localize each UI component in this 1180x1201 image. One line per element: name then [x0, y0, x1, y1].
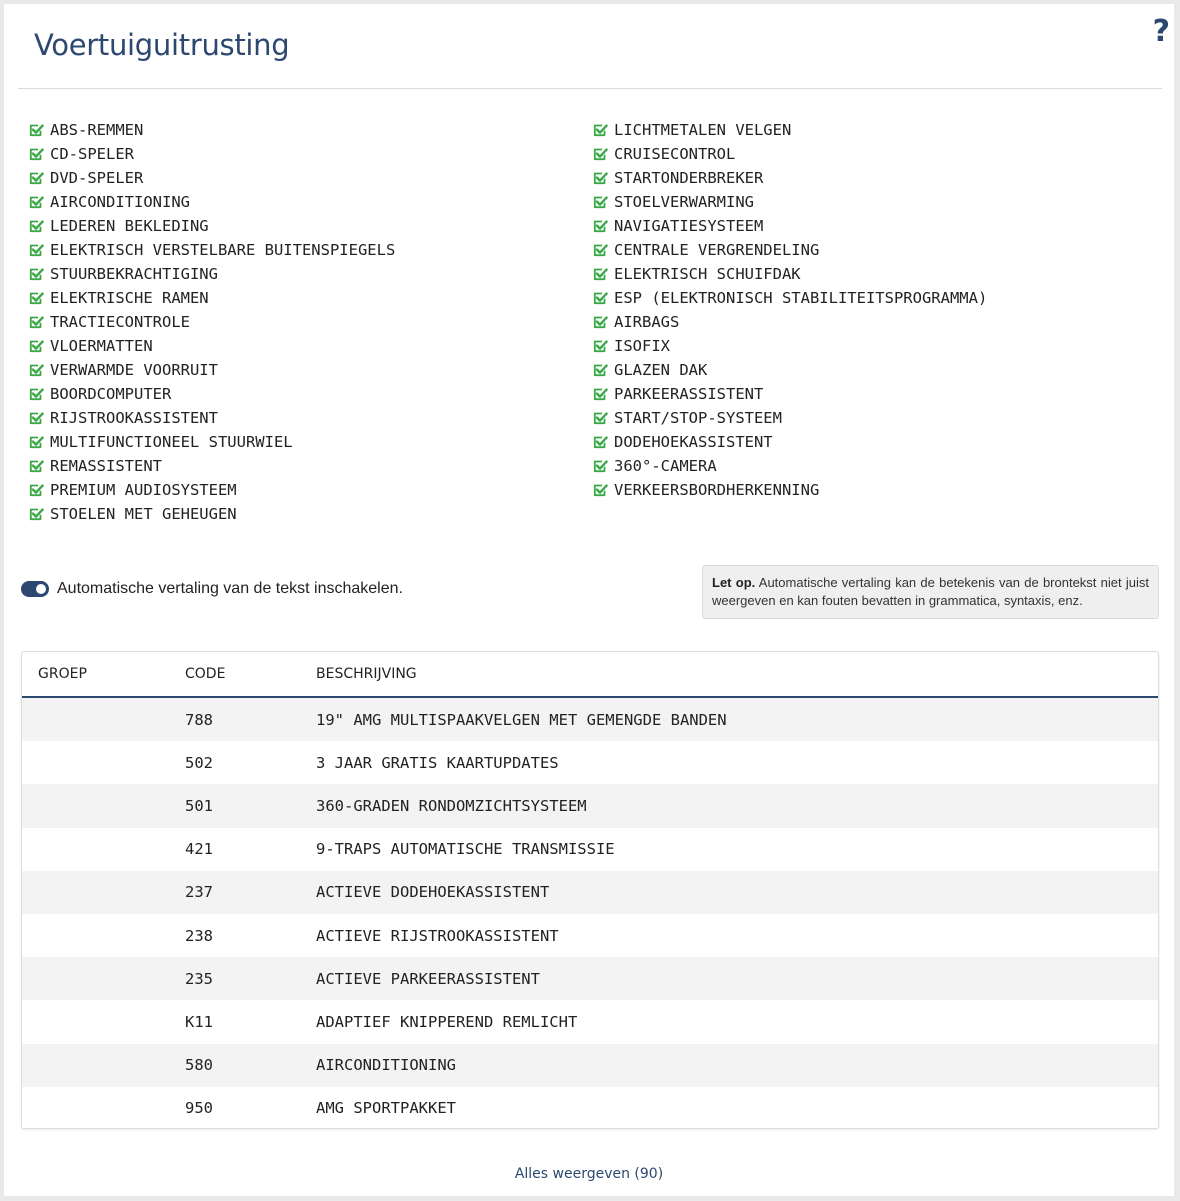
feature-item [592, 358, 1156, 382]
check-square-icon [28, 362, 44, 378]
feature-item [28, 406, 592, 430]
check-square-icon [28, 266, 44, 282]
feature-item [592, 118, 1156, 142]
page-title: Voertuiguitrusting [34, 28, 290, 62]
check-square-icon [28, 434, 44, 450]
cell-code: 421 [185, 840, 213, 859]
feature-item [592, 238, 1156, 262]
table-body [22, 698, 1158, 1129]
check-square-icon [28, 290, 44, 306]
cell-description: AIRCONDITIONING [316, 1056, 456, 1075]
feature-item [592, 478, 1156, 502]
feature-item [28, 238, 592, 262]
cell-description: 19" AMG MULTISPAAKVELGEN MET GEMENGDE BANDEN [316, 710, 727, 729]
feature-item [592, 142, 1156, 166]
feature-item [28, 502, 592, 526]
check-square-icon [592, 482, 608, 498]
cell-code: 580 [185, 1056, 213, 1075]
feature-label: TRACTIECONTROLE [50, 313, 190, 331]
feature-label: PREMIUM AUDIOSYSTEEM [50, 481, 237, 499]
check-square-icon [28, 410, 44, 426]
cell-code: 502 [185, 753, 213, 772]
feature-label: AIRCONDITIONING [50, 193, 190, 211]
feature-label: PARKEERASSISTENT [614, 385, 764, 403]
feature-item [28, 286, 592, 310]
feature-item [28, 142, 592, 166]
feature-label: LICHTMETALEN VELGEN [614, 121, 792, 139]
feature-label: NAVIGATIESYSTEEM [614, 217, 764, 235]
translation-toggle[interactable] [21, 581, 49, 597]
check-square-icon [592, 434, 608, 450]
feature-item [28, 382, 592, 406]
table-row [22, 1087, 1158, 1129]
note-bold: Let op. [712, 575, 756, 590]
feature-label: CD-SPELER [50, 145, 134, 163]
feature-label: ESP (ELEKTRONISCH STABILITEITSPROGRAMMA) [614, 289, 988, 307]
table-row [22, 957, 1158, 1000]
check-square-icon [592, 170, 608, 186]
check-square-icon [592, 218, 608, 234]
check-square-icon [592, 362, 608, 378]
header-group: GROEP [38, 666, 87, 682]
feature-label: VERWARMDE VOORRUIT [50, 361, 218, 379]
check-square-icon [592, 410, 608, 426]
check-square-icon [28, 194, 44, 210]
feature-column-left [28, 118, 592, 526]
feature-list [28, 118, 1164, 526]
translation-toggle-label: Automatische vertaling van de tekst inschakelen. [57, 580, 403, 597]
feature-item [28, 118, 592, 142]
feature-label: DVD-SPELER [50, 169, 144, 187]
table-row [22, 698, 1158, 741]
feature-label: GLAZEN DAK [614, 361, 708, 379]
check-square-icon [592, 458, 608, 474]
check-square-icon [28, 506, 44, 522]
check-square-icon [592, 146, 608, 162]
check-square-icon [592, 266, 608, 282]
feature-item [592, 406, 1156, 430]
cell-description: ACTIEVE DODEHOEKASSISTENT [316, 883, 550, 902]
table-row [22, 784, 1158, 827]
feature-label: LEDEREN BEKLEDING [50, 217, 209, 235]
feature-label: VERKEERSBORDHERKENNING [614, 481, 820, 499]
check-square-icon [28, 218, 44, 234]
feature-item [28, 166, 592, 190]
table-row [22, 1000, 1158, 1043]
cell-description: 3 JAAR GRATIS KAARTUPDATES [316, 753, 559, 772]
check-square-icon [592, 290, 608, 306]
feature-column-right [592, 118, 1156, 526]
translation-toggle-row [21, 580, 403, 598]
check-square-icon [592, 194, 608, 210]
header-description: BESCHRIJVING [316, 666, 417, 682]
feature-label: BOORDCOMPUTER [50, 385, 172, 403]
feature-label: RIJSTROOKASSISTENT [50, 409, 218, 427]
check-square-icon [592, 386, 608, 402]
feature-item [592, 286, 1156, 310]
feature-label: VLOERMATTEN [50, 337, 153, 355]
feature-item [592, 214, 1156, 238]
feature-item [592, 310, 1156, 334]
table-row [22, 741, 1158, 784]
feature-item [28, 190, 592, 214]
check-square-icon [28, 458, 44, 474]
feature-label: CRUISECONTROL [614, 145, 736, 163]
check-square-icon [592, 338, 608, 354]
cell-code: 238 [185, 926, 213, 945]
feature-item [28, 478, 592, 502]
table-row [22, 914, 1158, 957]
feature-item [592, 454, 1156, 478]
check-square-icon [28, 314, 44, 330]
feature-label: MULTIFUNCTIONEEL STUURWIEL [50, 433, 293, 451]
cell-description: ACTIEVE RIJSTROOKASSISTENT [316, 926, 559, 945]
cell-code: 788 [185, 710, 213, 729]
feature-label: STOELVERWARMING [614, 193, 754, 211]
cell-code: 501 [185, 796, 213, 815]
feature-label: ELEKTRISCHE RAMEN [50, 289, 209, 307]
feature-label: STARTONDERBREKER [614, 169, 764, 187]
feature-item [28, 358, 592, 382]
show-all-link[interactable]: Alles weergeven (90) [514, 1166, 664, 1182]
feature-label: START/STOP-SYSTEEM [614, 409, 782, 427]
cell-description: ADAPTIEF KNIPPEREND REMLICHT [316, 1012, 578, 1031]
cell-code: 237 [185, 883, 213, 902]
feature-label: STUURBEKRACHTIGING [50, 265, 218, 283]
cell-code: K11 [185, 1012, 213, 1031]
feature-label: ELEKTRISCH VERSTELBARE BUITENSPIEGELS [50, 241, 396, 259]
check-square-icon [592, 314, 608, 330]
cell-code: 950 [185, 1099, 213, 1118]
feature-label: AIRBAGS [614, 313, 680, 331]
divider [18, 88, 1162, 89]
feature-item [28, 454, 592, 478]
check-square-icon [592, 242, 608, 258]
translation-note [702, 565, 1159, 619]
check-square-icon [28, 170, 44, 186]
feature-item [28, 430, 592, 454]
check-square-icon [28, 482, 44, 498]
feature-item [28, 262, 592, 286]
header-code: CODE [185, 666, 226, 682]
feature-item [28, 334, 592, 358]
cell-code: 235 [185, 969, 213, 988]
feature-item [28, 310, 592, 334]
feature-label: 360°-CAMERA [614, 457, 717, 475]
feature-item [592, 334, 1156, 358]
cell-description: 9-TRAPS AUTOMATISCHE TRANSMISSIE [316, 840, 615, 859]
toggle-knob [36, 584, 46, 594]
help-icon[interactable]: ? [1152, 14, 1170, 49]
feature-label: CENTRALE VERGRENDELING [614, 241, 820, 259]
feature-item [592, 166, 1156, 190]
table-header [22, 652, 1158, 698]
note-text: Automatische vertaling kan de betekenis van de brontekst niet juist weergeven en kan fouten bevatten in grammatica, syntaxis, enz. [712, 575, 1149, 608]
feature-label: REMASSISTENT [50, 457, 162, 475]
check-square-icon [592, 122, 608, 138]
check-square-icon [28, 386, 44, 402]
cell-description: 360-GRADEN RONDOMZICHTSYSTEEM [316, 796, 587, 815]
equipment-card [4, 4, 1174, 1196]
feature-item [592, 262, 1156, 286]
check-square-icon [28, 146, 44, 162]
feature-item [592, 190, 1156, 214]
feature-label: ELEKTRISCH SCHUIFDAK [614, 265, 801, 283]
cell-description: AMG SPORTPAKKET [316, 1099, 456, 1118]
options-table [21, 651, 1159, 1129]
check-square-icon [28, 242, 44, 258]
check-square-icon [28, 338, 44, 354]
feature-item [592, 382, 1156, 406]
feature-item [28, 214, 592, 238]
feature-label: ABS-REMMEN [50, 121, 144, 139]
check-square-icon [28, 122, 44, 138]
feature-label: DODEHOEKASSISTENT [614, 433, 773, 451]
table-row [22, 871, 1158, 914]
feature-item [592, 430, 1156, 454]
table-row [22, 828, 1158, 871]
table-row [22, 1044, 1158, 1087]
cell-description: ACTIEVE PARKEERASSISTENT [316, 969, 540, 988]
feature-label: ISOFIX [614, 337, 670, 355]
feature-label: STOELEN MET GEHEUGEN [50, 505, 237, 523]
